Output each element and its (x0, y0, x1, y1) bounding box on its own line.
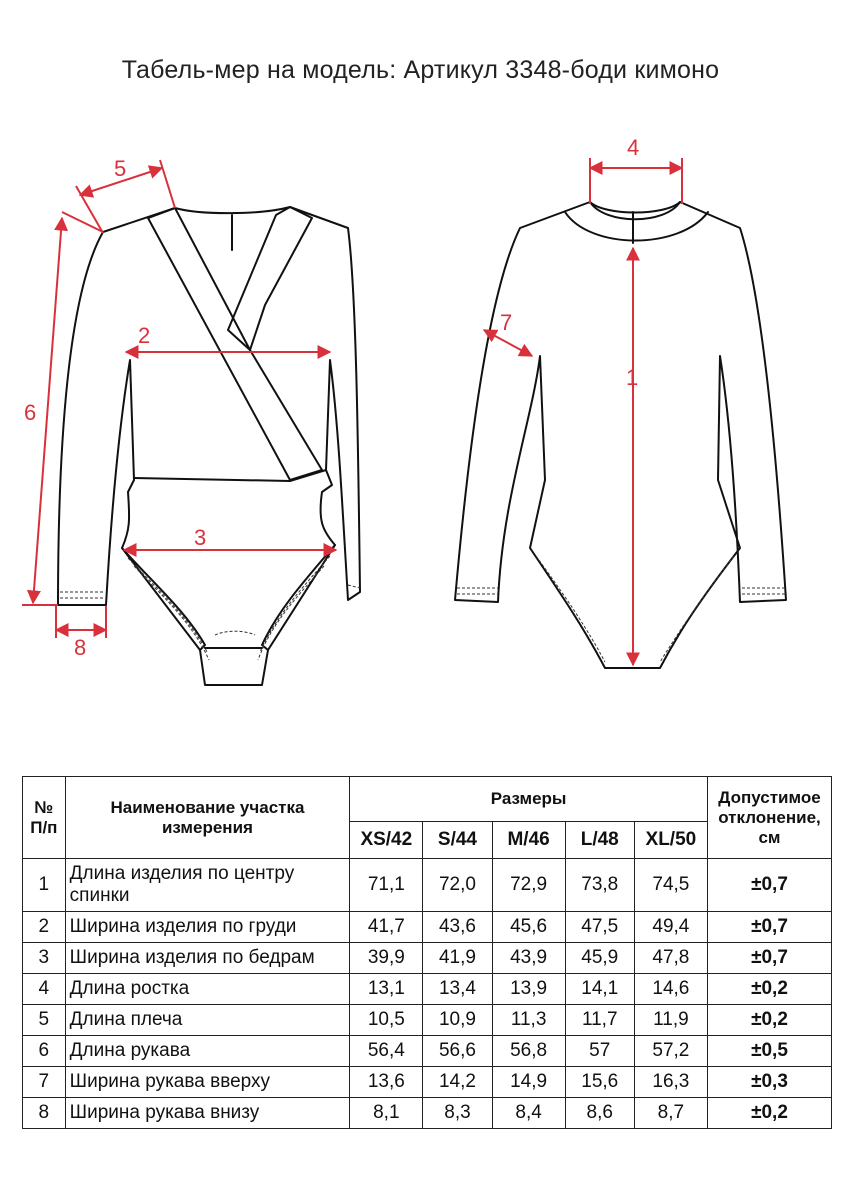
table-row: 5 Длина плеча 10,5 10,9 11,3 11,7 11,9 ±0,2 (23, 1005, 832, 1036)
front-outline (58, 207, 360, 685)
size-col-xl: XL/50 (634, 822, 707, 859)
size-col-s: S/44 (423, 822, 492, 859)
table-row: 8 Ширина рукава внизу 8,1 8,3 8,4 8,6 8,7 ±0,2 (23, 1098, 832, 1129)
size-col-l: L/48 (565, 822, 634, 859)
page-title: Табель-мер на модель: Артикул 3348-боди кимоно (121, 56, 720, 84)
table-row: 2 Ширина изделия по груди 41,7 43,6 45,6 47,5 49,4 ±0,7 (23, 912, 832, 943)
size-col-m: M/46 (492, 822, 565, 859)
measure-4-label: 4 (627, 135, 640, 160)
size-col-xs: XS/42 (350, 822, 423, 859)
table-row: 6 Длина рукава 56,4 56,6 56,8 57 57,2 ±0,5 (23, 1036, 832, 1067)
front-collar-right (228, 207, 312, 350)
measurement-lines (22, 158, 682, 665)
front-waist-seam (134, 470, 326, 481)
back-view (455, 202, 786, 668)
header-sizes: Размеры (350, 777, 708, 822)
back-outline (455, 202, 786, 668)
garment-diagram (0, 130, 841, 710)
measurement-table (22, 776, 832, 1129)
header-num: № П/п (23, 777, 66, 859)
measure-6-label: 6 (24, 400, 37, 425)
table-row: 1 Длина изделия по центру спинки 71,1 72,0 72,9 73,8 74,5 ±0,7 (23, 859, 832, 912)
header-name: Наименование участка измерения (65, 777, 350, 859)
measure-3-label: 3 (194, 525, 207, 550)
front-view (58, 207, 360, 685)
table-row: 4 Длина ростка 13,1 13,4 13,9 14,1 14,6 ±0,2 (23, 974, 832, 1005)
table-row: 3 Ширина изделия по бедрам 39,9 41,9 43,9 45,9 47,8 ±0,7 (23, 943, 832, 974)
measure-5-label: 5 (114, 156, 127, 181)
measure-7-label: 7 (500, 310, 513, 335)
header-tolerance: Допустимое отклонение, см (707, 777, 831, 859)
measure-2-label: 2 (138, 323, 151, 348)
measure-1-label: 1 (626, 365, 639, 390)
table-row: 7 Ширина рукава вверху 13,6 14,2 14,9 15,6 16,3 ±0,3 (23, 1067, 832, 1098)
measure-8-label: 8 (74, 635, 87, 660)
